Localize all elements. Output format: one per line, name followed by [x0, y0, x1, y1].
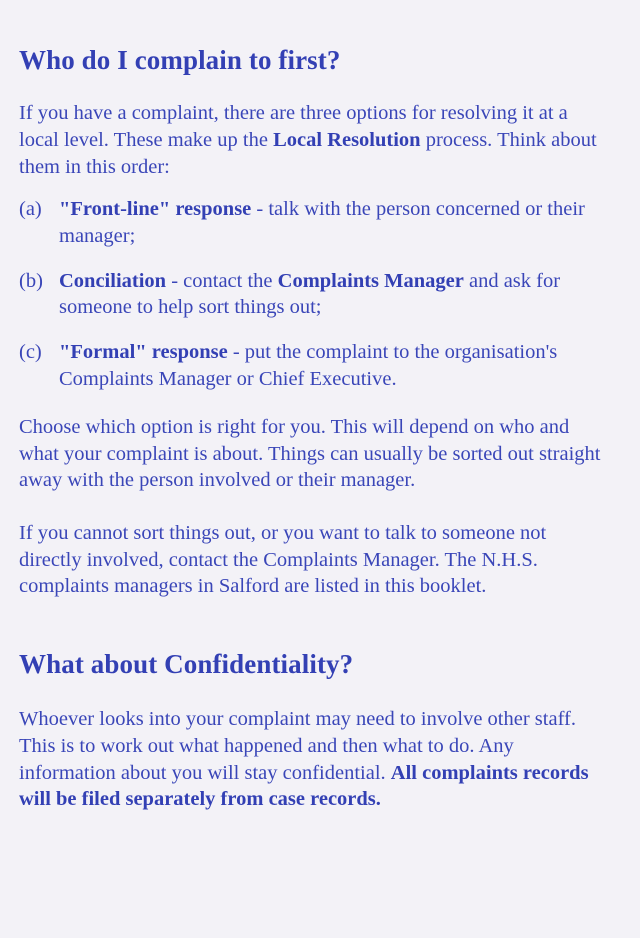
option-a: (a) "Front-line" response - talk with the person concerned or their manager;	[19, 196, 610, 249]
heading-who-to-complain: Who do I complain to first?	[19, 45, 341, 75]
option-title: "Front-line" response	[59, 198, 252, 221]
option-title: "Formal" response	[59, 340, 228, 363]
option-letter: (b)	[19, 269, 43, 292]
records-filed-statement: All complaints records will be filed separately from case records.	[19, 761, 589, 811]
local-resolution-term: Local Resolution	[273, 129, 421, 152]
confidentiality-paragraph: Whoever looks into your complaint may need to involve other staff. This is to work out what happened and then what to do. Any information about you will stay confidential. All complaints records will be filed separately from case records.	[19, 708, 589, 811]
option-letter: (a)	[19, 198, 42, 221]
complaints-manager-term: Complaints Manager	[277, 269, 464, 292]
option-b: (b) Conciliation - contact the Complaints Manager and ask for someone to help sort things out;	[19, 268, 610, 321]
option-title: Conciliation	[59, 269, 167, 292]
choose-option-paragraph: Choose which option is right for you. This will depend on who and what your complaint is about. Things can usually be sorted out straight away with the person involved or their manager.	[19, 416, 601, 492]
cannot-sort-paragraph: If you cannot sort things out, or you want to talk to someone not directly involved, contact the Complaints Manager. The N.H.S. complaints managers in Salford are listed in this booklet.	[19, 522, 547, 598]
option-letter: (c)	[19, 340, 42, 363]
heading-confidentiality: What about Confidentiality?	[19, 649, 354, 679]
option-c: (c) "Formal" response - put the complaint to the organisation's Complaints Manager or Chief Executive.	[19, 339, 610, 392]
intro-paragraph: If you have a complaint, there are three options for resolving it at a local level. These make up the Local Resolution process. Think about them in this order:	[19, 102, 597, 178]
